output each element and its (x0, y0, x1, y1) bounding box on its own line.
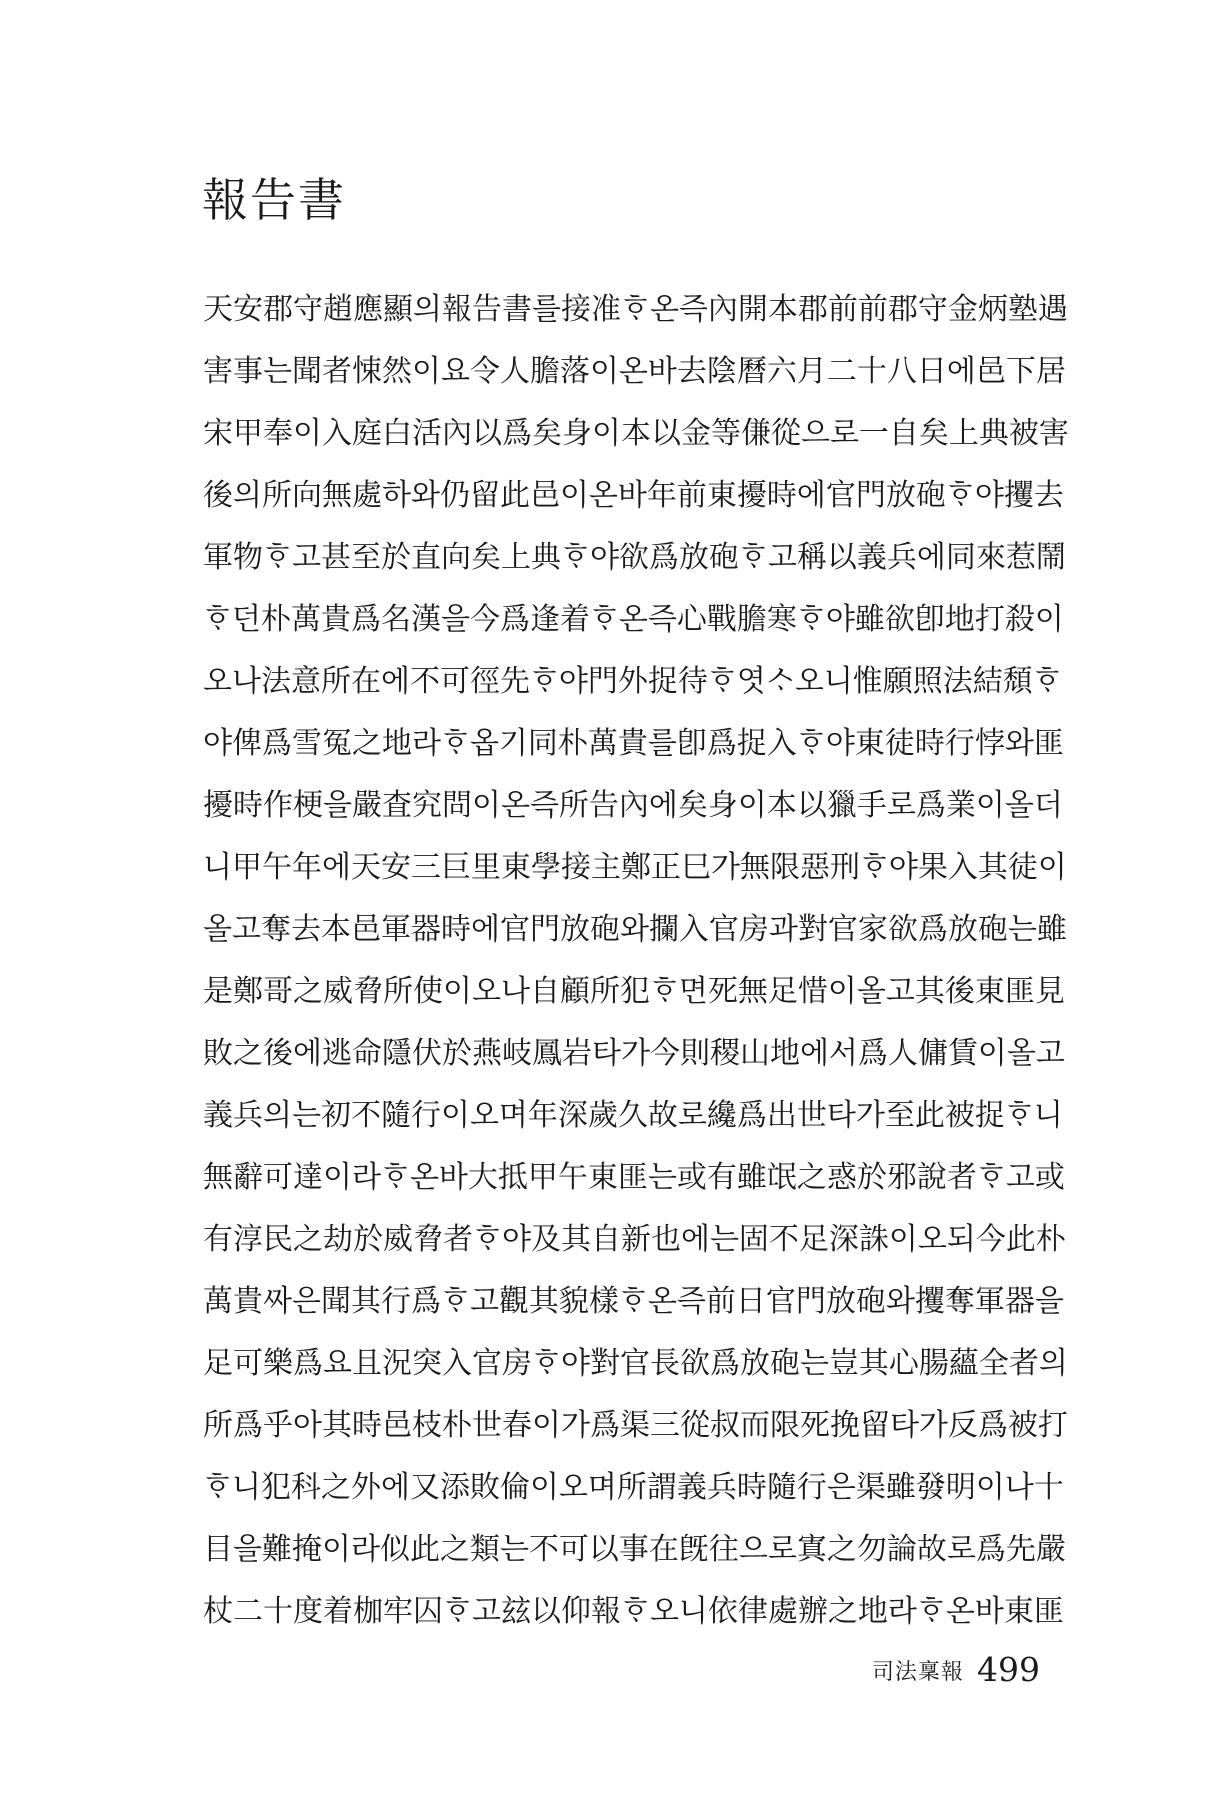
text-line: 杖二十度着枷牢囚ᄒᆞ고玆以仰報ᄒᆞ오니依律處辦之地라ᄒᆞ온바東匪 (203, 1594, 1064, 1629)
text-line: 오나法意所在에不可徑先ᄒᆞ야門外捉待ᄒᆞ엿ᄉᆞ오니惟願照法結頹ᄒᆞ (203, 664, 1062, 699)
text-line: 야俾爲雪冤之地라ᄒᆞ옵기同朴萬貴를卽爲捉入ᄒᆞ야東徒時行悖와匪 (203, 726, 1064, 761)
page-footer (872, 1645, 1040, 1701)
text-line: 足可樂爲요且況突入官房ᄒᆞ야對官長欲爲放砲는豈其心腸蘊全者의 (203, 1346, 1068, 1381)
text-line: 擾時作梗을嚴査究問이온즉所告內에矣身이本以獵手로爲業이올더 (203, 788, 1063, 823)
text-line: 害事는聞者悚然이요令人膽落이온바去陰曆六月二十八日에邑下居 (203, 354, 1066, 389)
text-line: 萬貴ᄶᅡ은聞其行爲ᄒᆞ고觀其貌樣ᄒᆞ온즉前日官門放砲와攫奪軍器을 (203, 1284, 1064, 1319)
text-line: ᄒᆞ던朴萬貴爲名漢을今爲逢着ᄒᆞ온즉心戰膽寒ᄒᆞ야雖欲卽地打殺이 (203, 602, 1064, 637)
text-line: 無辭可達이라ᄒᆞ온바大抵甲午東匪는或有雖氓之惑於邪說者ᄒᆞ고或 (203, 1160, 1065, 1195)
text-line: 目을難掩이라似此之類는不可以事在旣往으로寘之勿論故로爲先嚴 (203, 1532, 1066, 1567)
text-line: 天安郡守趙應顯의報告書를接准ᄒᆞ온즉內開本郡前前郡守金炳塾遇 (203, 292, 1068, 327)
text-line: 所爲乎아其時邑枝朴世春이가爲渠三從叔而限死挽留타가反爲被打 (203, 1408, 1068, 1443)
text-line: 後의所向無處하와仍留此邑이온바年前東擾時에官門放砲ᄒᆞ야攫去 (203, 478, 1064, 513)
document-title: 報告書 (202, 173, 346, 227)
page-number: 499 (977, 1650, 1040, 1689)
text-line: 敗之後에逃命隱伏於燕岐鳳岩타가今則稷山地에서爲人傭賃이올고 (203, 1036, 1065, 1071)
text-line: ᄒᆞ니犯科之外에又添敗倫이오며所謂義兵時隨行은渠雖發明이나十 (203, 1470, 1064, 1505)
text-line: 올고奪去本邑軍器時에官門放砲와攔入官房과對官家欲爲放砲는雖 (203, 912, 1067, 947)
text-line: 軍物ᄒᆞ고甚至於直向矣上典ᄒᆞ야欲爲放砲ᄒᆞ고稱以義兵에同來惹鬧 (203, 540, 1066, 575)
text-line: 是鄭哥之威脅所使이오나自顧所犯ᄒᆞ면死無足惜이올고其後東匪見 (203, 974, 1065, 1009)
text-line: 義兵의는初不隨行이오며年深歲久故로纔爲出世타가至此被捉ᄒᆞ니 (203, 1098, 1063, 1133)
text-line: 니甲午年에天安三巨里東學接主鄭正巳가無限惡刑ᄒᆞ야果入其徒이 (203, 850, 1067, 885)
body-text (203, 285, 1069, 1649)
running-title: 司法稟報 (871, 1660, 964, 1685)
text-line: 宋甲奉이入庭白活內以爲矣身이本以金等傔從으로一自矣上典被害 (203, 416, 1069, 451)
text-line: 有淳民之劫於威脅者ᄒᆞ야及其自新也에는固不足深誅이오되今此朴 (203, 1222, 1066, 1257)
